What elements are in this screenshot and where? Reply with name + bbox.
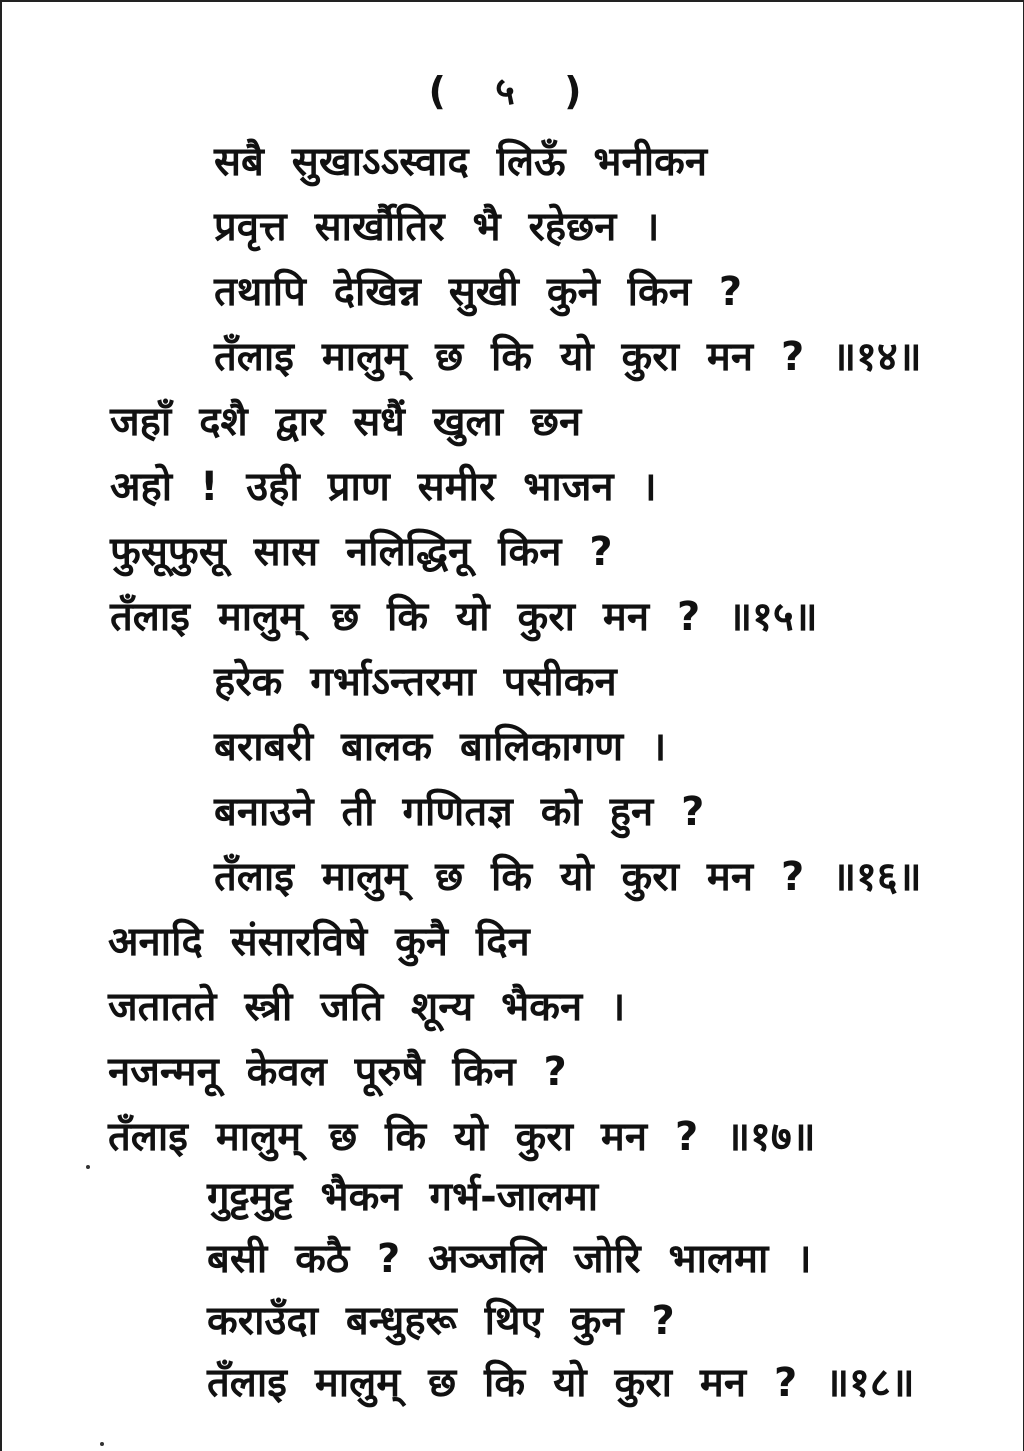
verse-stanza-15 (110, 390, 818, 650)
verse-line: तँलाइ मालुम् छ कि यो कुरा मन ? ॥१६॥ (214, 854, 922, 900)
verse-line: नजन्मनू केवल पूरुषै किन ? (108, 1049, 567, 1095)
verse-line: जहाँ दशै द्वार सधैं खुला छन (110, 399, 582, 445)
verse-stanza-16 (214, 650, 922, 910)
verse-line: तँलाइ मालुम् छ कि यो कुरा मन ? ॥१५॥ (110, 594, 818, 640)
verse-line: बसी कठै ? अञ्जलि जोरि भालमा । (207, 1236, 812, 1282)
verse-line: जतातते स्त्री जति शून्य भैकन । (108, 984, 626, 1030)
verse-line: बराबरी बालक बालिकागण । (214, 724, 667, 770)
verse-line: सबै सुखाऽऽस्वाद लिऊँ भनीकन (214, 139, 708, 185)
verse-line: तँलाइ मालुम् छ कि यो कुरा मन ? ॥१४॥ (214, 334, 922, 380)
verse-line: तथापि देखिन्न सुखी कुने किन ? (214, 269, 743, 315)
verse-stanza-18 (207, 1166, 915, 1414)
verse-line: बनाउने ती गणितज्ञ को हुन ? (214, 789, 705, 835)
page-number: ( ५ ) (428, 69, 600, 113)
verse-line: तँलाइ मालुम् छ कि यो कुरा मन ? ॥१८॥ (207, 1360, 915, 1406)
scan-speck (100, 1442, 104, 1446)
verse-line: तँलाइ मालुम् छ कि यो कुरा मन ? ॥१७॥ (108, 1114, 816, 1160)
verse-line: अहो ! उही प्राण समीर भाजन । (110, 464, 657, 510)
verse-line: कराउँदा बन्धुहरू थिए कुन ? (207, 1298, 675, 1344)
verse-stanza-17 (108, 910, 816, 1170)
verse-line: फुसूफुसू सास नलिद्धिनू किन ? (110, 529, 613, 575)
verse-line: प्रवृत्त सार्खौतिर भै रहेछन । (214, 204, 660, 250)
verse-stanza-14 (214, 130, 922, 390)
verse-line: गुट्टमुट्ट भैकन गर्भ-जालमा (207, 1174, 599, 1220)
scan-speck (86, 1165, 90, 1169)
verse-line: हरेक गर्भाऽन्तरमा पसीकन (214, 659, 617, 705)
verse-line: अनादि संसारविषे कुनै दिन (108, 919, 530, 965)
